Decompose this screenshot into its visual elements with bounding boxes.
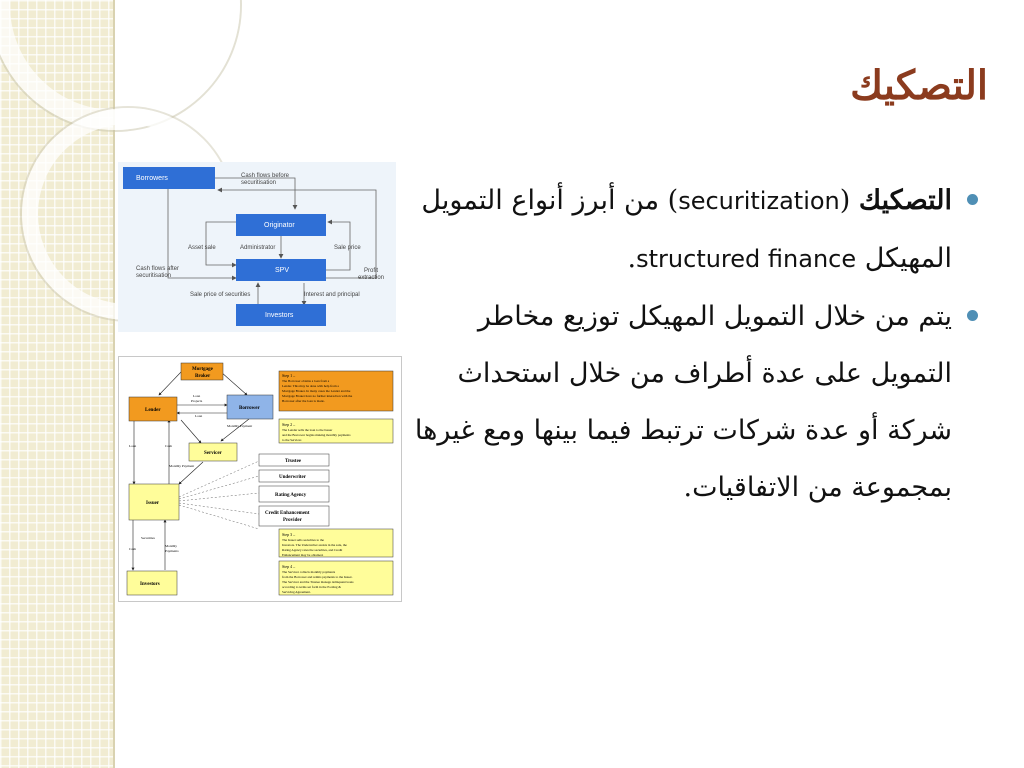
step-4-line: from the Borrower and remits payments to the Issuer. xyxy=(282,575,353,579)
step-3-line: The Issuer sells securities to the xyxy=(282,538,325,542)
step-4-line: The Servicer collects monthly payments xyxy=(282,570,336,574)
step-3-line: Investors. The Underwriter assists in the sale, the xyxy=(282,543,347,547)
bullet-1-latin-term: securitization xyxy=(678,187,840,215)
underwriter-label: Underwriter xyxy=(279,475,306,480)
paren-open: ( xyxy=(839,185,859,216)
step-1-title: Step 1 – xyxy=(282,373,296,378)
step-1-line: Mortgage Broker have no further interaction with the xyxy=(282,394,353,398)
bullet-1-latin-2: structured finance xyxy=(636,245,857,273)
credit-enhancement-box xyxy=(259,506,329,526)
flow-monthly: Monthly xyxy=(165,544,178,548)
step-3-line: Enhancement may be obtained. xyxy=(282,553,324,557)
borrower-label: Borrower xyxy=(239,406,260,411)
mortgage-broker-label-2: Broker xyxy=(195,374,211,379)
step-3-line: Rating Agency rates the securities, and Credit xyxy=(282,548,343,552)
lender-label: Lender xyxy=(145,408,161,413)
label-sale-price-securities: Sale price of securities xyxy=(190,292,251,298)
step-1-line: The Borrower obtains a loan from a xyxy=(282,379,330,383)
credit-enhancement-label-2: Provider xyxy=(283,518,302,523)
flow-loan-left: Loan xyxy=(129,444,137,448)
bullet-1-text: من أبرز أنواع التمويل المهيكل xyxy=(421,185,952,274)
label-asset-sale: Asset sale xyxy=(188,245,216,251)
bullet-1 xyxy=(408,172,978,288)
slide-title: التصكيك xyxy=(850,62,988,109)
step-4-line: according to terms set forth in the Pooling & xyxy=(282,585,341,589)
servicer-label: Servicer xyxy=(204,451,222,456)
rating-agency-label: Rating Agency xyxy=(275,493,307,498)
investors-label: Investors xyxy=(265,312,294,319)
mortgage-broker-label: Mortgage xyxy=(192,367,213,372)
borrowers-label: Borrowers xyxy=(136,175,168,182)
step-1-line: Mortgage Broker. In many cases the Lender and the xyxy=(282,389,351,393)
flow-monthly-payment: Monthly Payment xyxy=(227,424,253,428)
bullet-1-term: التصكيك xyxy=(858,185,952,216)
step-4-title: Step 4 – xyxy=(282,564,296,569)
flow-loan: Loan xyxy=(195,414,203,418)
flow-monthly-payment-2: Monthly Payment xyxy=(169,464,195,468)
flow-securities: Securities xyxy=(141,536,155,540)
paren-close: ) xyxy=(659,185,679,216)
step-3-title: Step 3 – xyxy=(282,532,296,537)
label-cash-before-2: securitisation xyxy=(241,180,277,186)
flow-payments: Payments xyxy=(165,549,179,553)
step-2-line: The Lender sells the loan to the Issuer xyxy=(282,428,333,432)
label-profit-2: extraction xyxy=(358,275,385,281)
label-cash-after: Cash flows after xyxy=(136,266,180,272)
credit-enhancement-label: Credit Enhancement xyxy=(265,511,310,516)
label-cash-after-2: securitisation xyxy=(136,273,172,279)
originator-label: Originator xyxy=(264,222,295,229)
trustee-label: Trustee xyxy=(285,459,302,464)
step-2-title: Step 2 – xyxy=(282,422,296,427)
label-interest-principal: Interest and principal xyxy=(304,292,360,298)
label-profit: Profit xyxy=(364,268,379,274)
flow-loan-projects: Loan xyxy=(193,394,201,398)
issuer-label: Issuer xyxy=(146,501,160,506)
spv-label: SPV xyxy=(275,267,290,274)
flow-cash-bottom: Cash xyxy=(129,547,136,551)
step-1-line: Borrower after the loan is made. xyxy=(282,399,325,403)
step-2-line: to the Servicer. xyxy=(282,438,302,442)
step-2-line: and the Borrower begins making monthly payments xyxy=(282,433,351,437)
label-sale-price: Sale price xyxy=(334,245,361,251)
step-4-line: Servicing Agreement. xyxy=(282,590,311,594)
step-4-line: The Servicer and the Trustee manage delinquent loans xyxy=(282,580,354,584)
flow-cash-left: Cash xyxy=(165,444,172,448)
flow-loan-projects-2: Projects xyxy=(191,399,203,403)
securitisation-flow-diagram xyxy=(118,162,396,332)
label-administrator: Administrator xyxy=(240,245,276,251)
mortgage-securitisation-diagram xyxy=(118,356,402,602)
bullet-1-end: . xyxy=(627,243,637,274)
slide-body xyxy=(408,172,978,516)
bullet-2: يتم من خلال التمويل المهيكل توزيع مخاطر التمويل على عدة أطراف من خلال استحداث شركة أو عدة شركات ترتبط فيما بينها ومع غيرها بمجموعة من الاتفاقيات. xyxy=(408,288,978,516)
label-cash-before: Cash flows before xyxy=(241,173,290,179)
step-1-line: Lender. This may be done with help from a xyxy=(282,384,339,388)
investors-label-2: Investors xyxy=(140,582,160,587)
